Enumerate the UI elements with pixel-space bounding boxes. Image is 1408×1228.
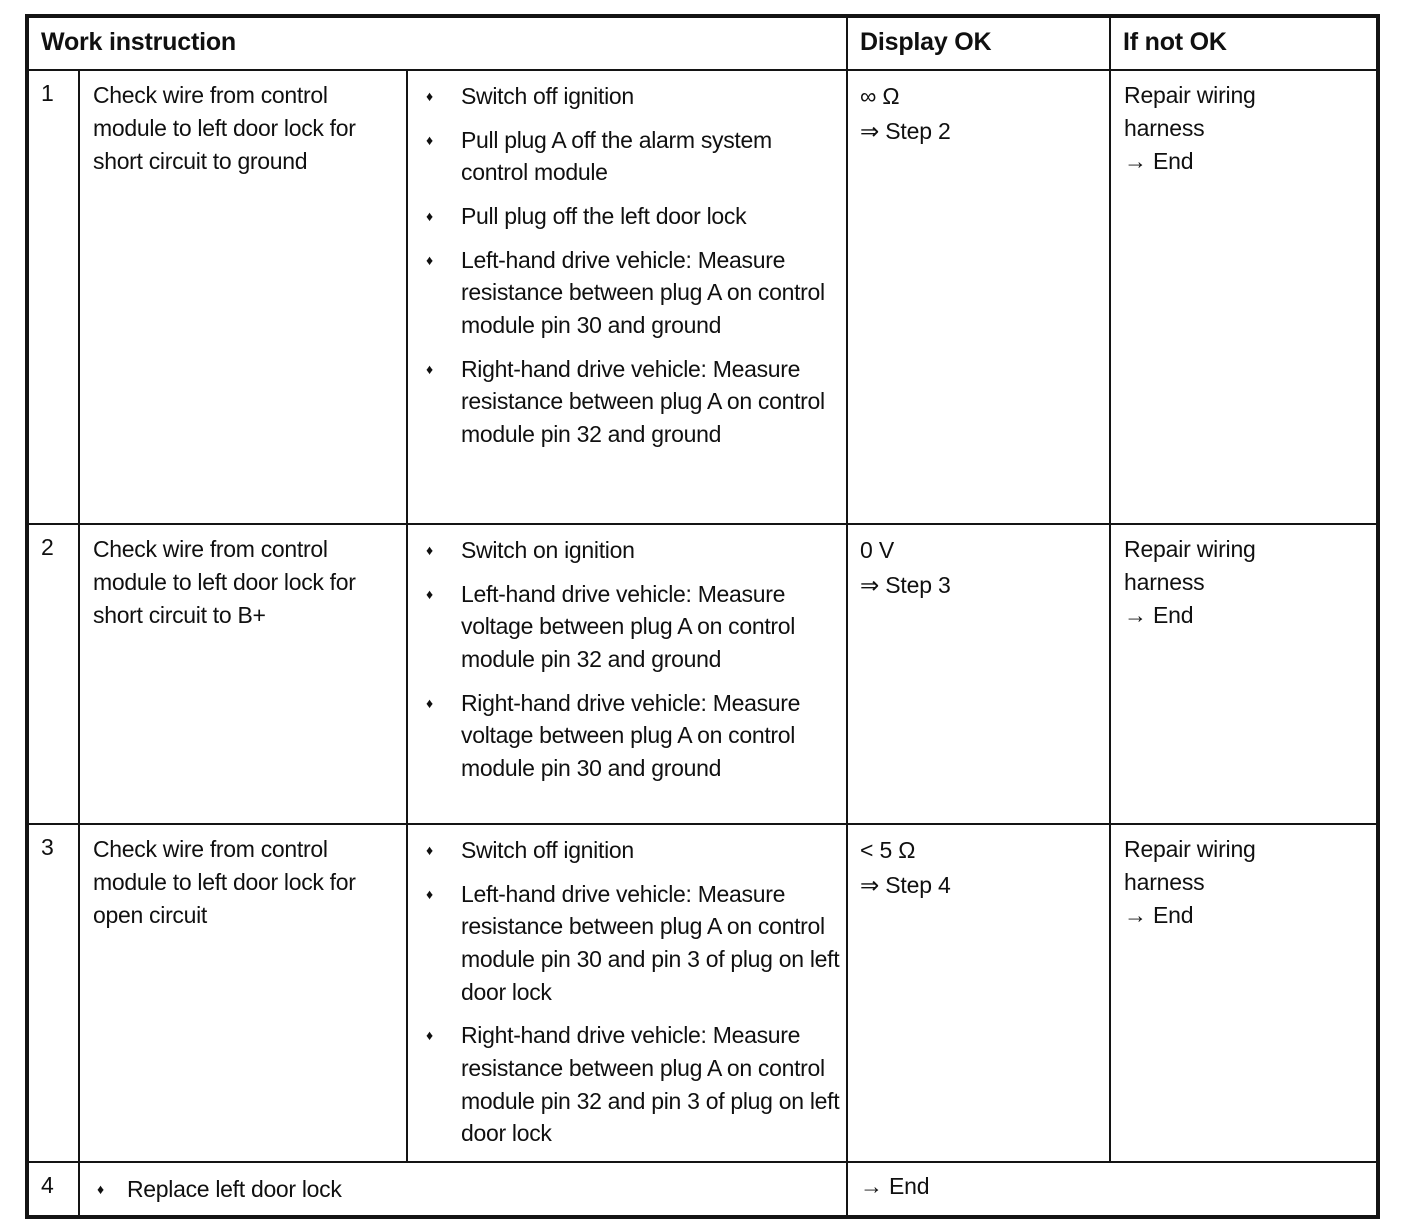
table-header-row [27, 16, 1378, 70]
display-ok-line: ⇒ Step 3 [860, 571, 951, 598]
display-ok-cell [847, 524, 1110, 824]
action-item [423, 534, 840, 567]
action-text: Pull plug A off the alarm system control module [461, 126, 772, 186]
bullet-diamond-icon: ♦ [426, 88, 434, 104]
action-item [423, 834, 840, 867]
diagnostic-table [25, 14, 1380, 1219]
table-row [27, 824, 1378, 1162]
header-if-not-ok: If not OK [1110, 16, 1378, 70]
display-ok-line: 0 V [860, 537, 894, 563]
actions-cell [407, 824, 847, 1162]
if-not-ok-cell [1110, 524, 1378, 824]
header-display-ok: Display OK [847, 16, 1110, 70]
action-item [423, 244, 840, 342]
display-ok-cell [847, 70, 1110, 524]
display-ok-line: < 5 Ω [860, 837, 916, 863]
step-number-cell: 3 [27, 824, 79, 1162]
table-row [27, 70, 1378, 524]
bullet-diamond-icon: ♦ [97, 1180, 105, 1197]
action-text: Replace left door lock [127, 1175, 342, 1202]
if-not-ok-line: Repair wiring harness [1124, 836, 1256, 895]
bullet-diamond-icon: ♦ [426, 694, 434, 711]
bullet-diamond-icon: ♦ [426, 585, 434, 602]
action-item [423, 578, 840, 676]
action-item [423, 124, 840, 189]
action-text: Right-hand drive vehicle: Measure resistance between plug A on control module pin 32 and pin 3 of plug on left door lock [461, 1022, 840, 1147]
if-not-ok-cell [1110, 70, 1378, 524]
if-not-ok-line: → End [1124, 601, 1194, 628]
display-ok-line: ⇒ Step 2 [860, 117, 951, 144]
action-item [423, 353, 840, 451]
bullet-diamond-icon: ♦ [426, 251, 434, 268]
action-item [423, 1019, 840, 1150]
bullet-diamond-icon: ♦ [426, 542, 434, 558]
actions-cell [407, 70, 847, 524]
table-body [27, 16, 1378, 1217]
action-item [423, 878, 840, 1009]
action-text: Switch on ignition [461, 537, 635, 563]
if-not-ok-line: → End [1124, 901, 1194, 928]
action-text: Left-hand drive vehicle: Measure voltage between plug A on control module pin 32 and ground [461, 580, 796, 672]
task-cell: Check wire from control module to left door lock for open circuit [79, 824, 407, 1162]
final-result-cell: → End [847, 1162, 1378, 1217]
bullet-diamond-icon: ♦ [426, 1027, 434, 1044]
table-row [27, 1162, 1378, 1217]
action-item [423, 687, 840, 785]
if-not-ok-line: Repair wiring harness [1124, 82, 1256, 141]
bullet-diamond-icon: ♦ [426, 842, 434, 858]
bullet-diamond-icon: ♦ [426, 360, 434, 377]
if-not-ok-cell [1110, 824, 1378, 1162]
final-action-cell [79, 1162, 847, 1217]
task-cell: Check wire from control module to left door lock for short circuit to ground [79, 70, 407, 524]
action-item [80, 1173, 840, 1206]
action-text: Left-hand drive vehicle: Measure resistance between plug A on control module pin 30 and pin 3 of plug on left door lock [461, 880, 840, 1005]
action-text: Left-hand drive vehicle: Measure resistance between plug A on control module pin 30 and ground [461, 246, 825, 338]
bullet-diamond-icon: ♦ [426, 885, 434, 902]
if-not-ok-line: → End [1124, 147, 1194, 174]
bullet-diamond-icon: ♦ [426, 207, 434, 224]
header-work-instruction: Work instruction [27, 16, 847, 70]
action-text: Pull plug off the left door lock [461, 202, 747, 229]
display-ok-line: ⇒ Step 4 [860, 871, 951, 898]
action-item [423, 80, 840, 113]
action-text: Right-hand drive vehicle: Measure resistance between plug A on control module pin 32 and ground [461, 355, 825, 447]
table-row [27, 524, 1378, 824]
display-ok-cell [847, 824, 1110, 1162]
step-number-cell: 1 [27, 70, 79, 524]
bullet-diamond-icon: ♦ [426, 131, 434, 148]
task-cell: Check wire from control module to left door lock for short circuit to B+ [79, 524, 407, 824]
action-item [423, 200, 840, 233]
actions-cell [407, 524, 847, 824]
display-ok-line: ∞ Ω [860, 83, 900, 109]
action-text: Switch off ignition [461, 837, 634, 863]
step-number-cell: 2 [27, 524, 79, 824]
if-not-ok-line: Repair wiring harness [1124, 536, 1256, 595]
step-number-cell: 4 [27, 1162, 79, 1217]
action-text: Switch off ignition [461, 83, 634, 109]
action-text: Right-hand drive vehicle: Measure voltage between plug A on control module pin 30 and ground [461, 689, 801, 781]
